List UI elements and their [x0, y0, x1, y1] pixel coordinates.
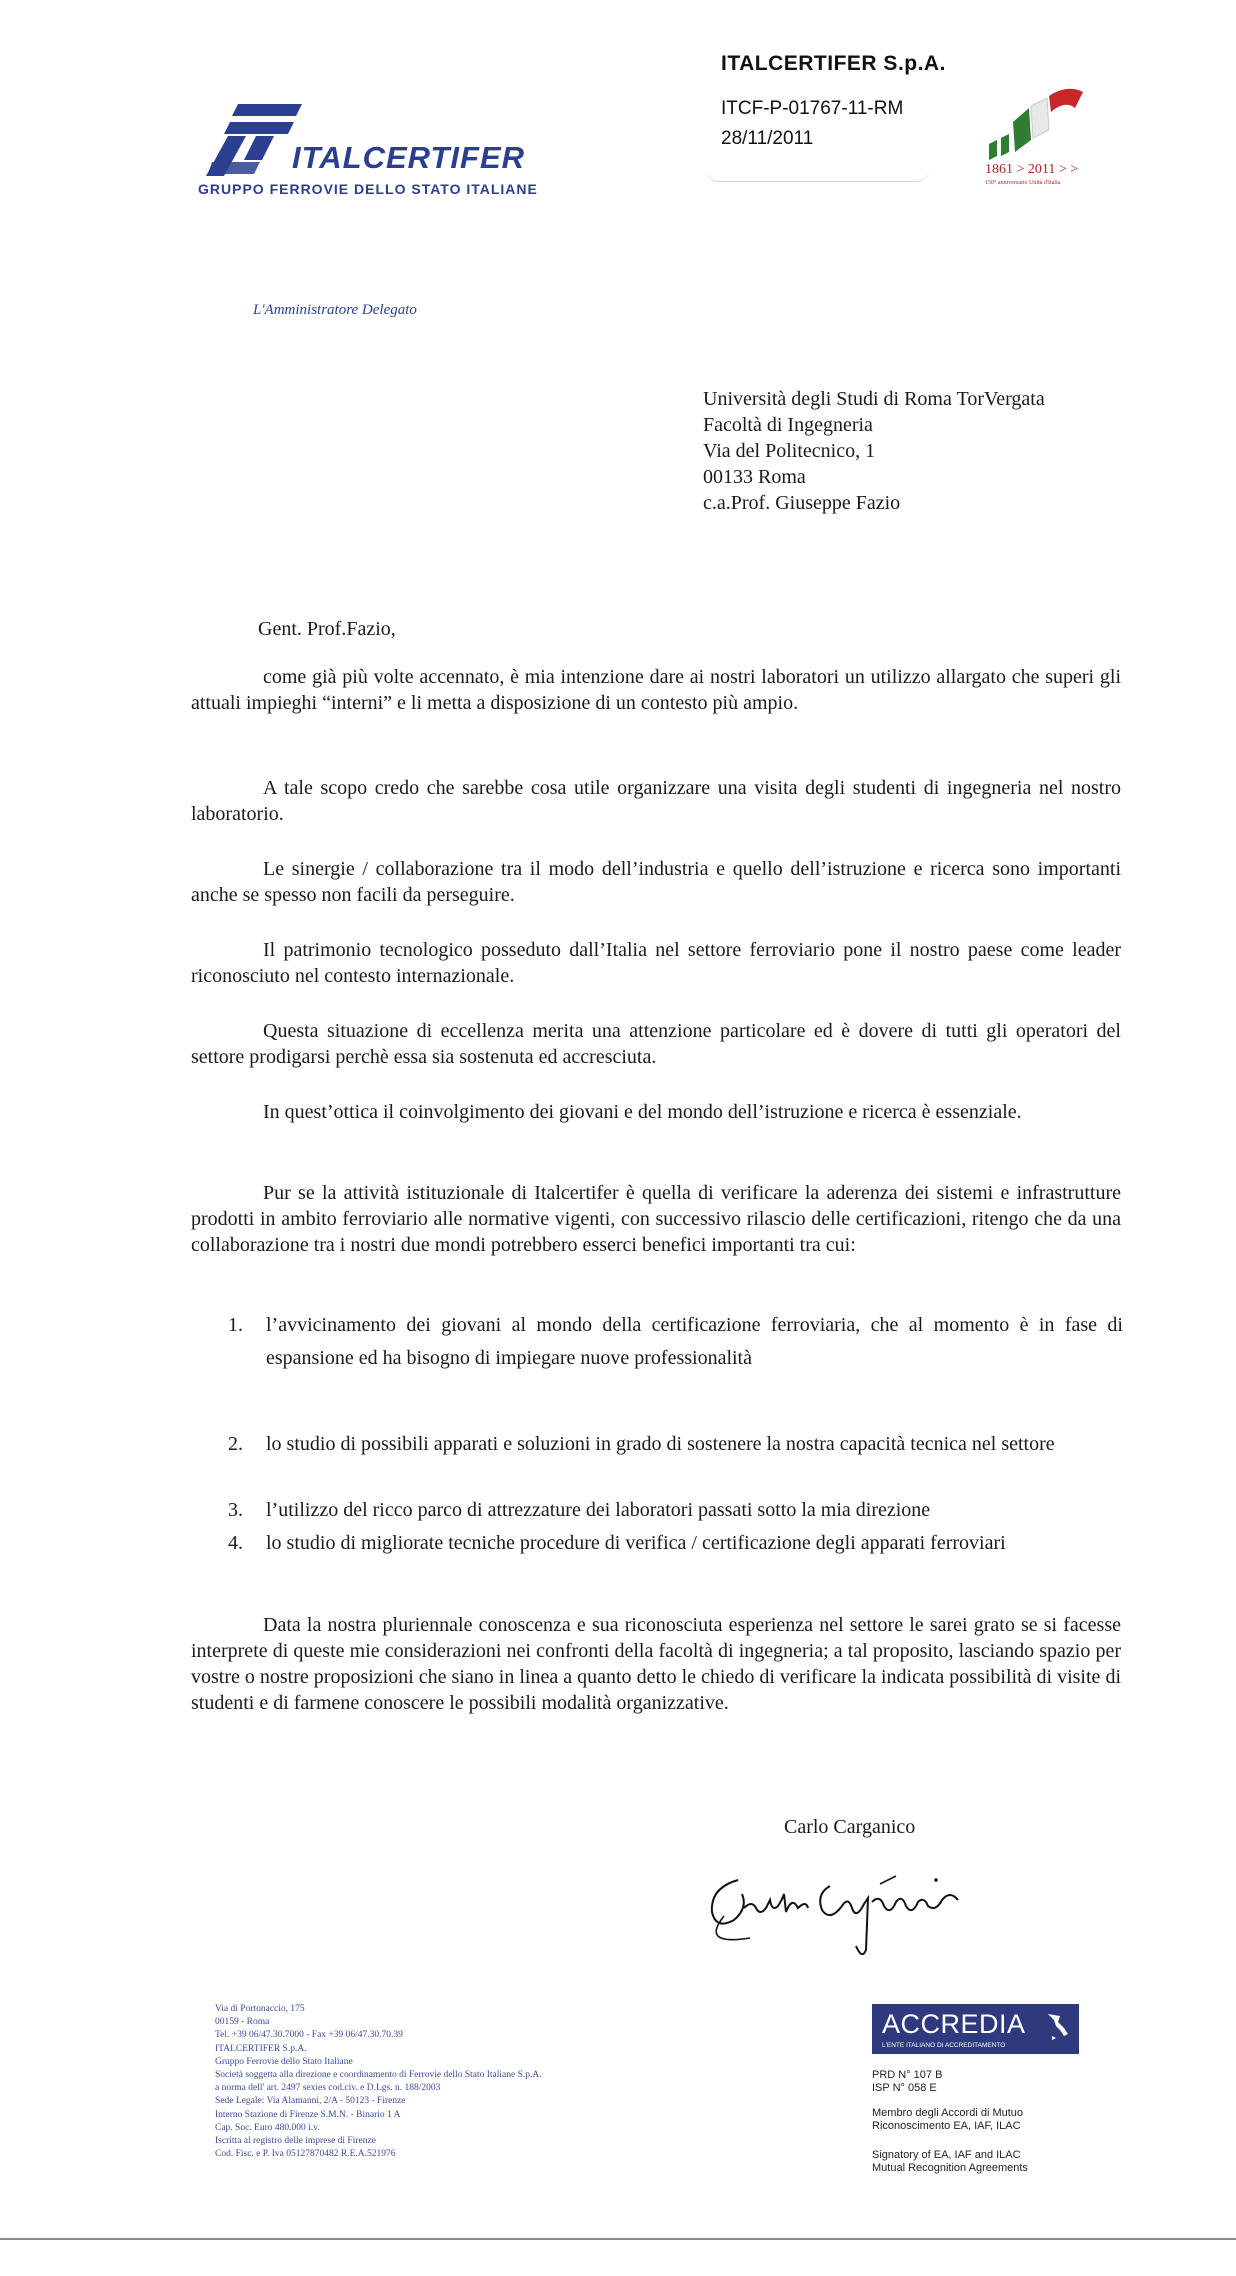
footer-line: Società soggetta alla direzione e coordinamento di Ferrovie dello Stato Italiane S.p.A.: [215, 2070, 542, 2081]
paragraph: [191, 1099, 1121, 1125]
closing-paragraph: [191, 1612, 1121, 1716]
footer-line: Iscritta al registro delle imprese di Firenze: [215, 2136, 376, 2147]
footer-line: a norma dell' art. 2497 sexies cod.civ. e D.Lgs. n. 188/2003: [215, 2083, 441, 2094]
list-item-number: 4.: [228, 1532, 243, 1554]
accredia-member-line: Riconoscimento EA, IAF, ILAC: [872, 2120, 1021, 2132]
footer-line: Tel. +39 06/47.30.7000 - Fax +39 06/47.30.70.39: [215, 2030, 403, 2041]
footer-line: Via di Portonaccio, 175: [215, 2004, 305, 2014]
paragraph: [191, 856, 1121, 908]
list-item-text: lo studio di migliorate tecniche procedure di verifica / certificazione degli apparati ferroviari: [266, 1532, 1006, 1554]
accredia-prd: PRD N° 107 B: [872, 2069, 943, 2081]
anniversary-logo: [975, 82, 1115, 212]
paragraph: [191, 664, 1121, 716]
list-item-number: 1.: [228, 1314, 243, 1336]
paragraph: [191, 1018, 1121, 1070]
addressee-line: Facoltà di Ingegneria: [703, 414, 873, 436]
signer-name: Carlo Carganico: [784, 1816, 916, 1838]
footer-line: Interno Stazione di Firenze S.M.N. - Binario 1 A: [215, 2109, 401, 2120]
accredia-codes: [872, 2069, 942, 2095]
paragraph: [191, 1180, 1121, 1258]
logo-group-name: GRUPPO FERROVIE DELLO STATO ITALIANE: [198, 181, 538, 197]
logo-wordmark: ITALCERTIFER: [292, 140, 526, 175]
list-item-text: l’utilizzo del ricco parco di attrezzature dei laboratori passati sotto la mia direzione: [266, 1499, 931, 1521]
paragraph-text: come già più volte accennato, è mia intenzione dare ai nostri laboratori un utilizzo allargato che superi gli attuali impieghi “interni” e li metta a disposizione di un contesto più ampio.: [191, 666, 1121, 714]
anniversary-caption: 150° anniversario Unità d'Italia: [985, 180, 1061, 186]
accredia-signatory: [872, 2149, 1028, 2175]
flag-icon: [975, 82, 1115, 162]
page-bottom-edge: [0, 2238, 1236, 2240]
anniversary-years: 1861 > 2011 > >: [985, 162, 1079, 177]
addressee-line: Università degli Studi di Roma TorVergata: [703, 388, 1045, 410]
italy-map-icon: [1044, 2012, 1072, 2042]
addressee-line: 00133 Roma: [703, 466, 806, 488]
footer-line: Gruppo Ferrovie dello Stato Italiane: [215, 2056, 353, 2067]
accredia-name: ACCREDIA: [882, 2009, 1026, 2039]
accredia-subtitle: L'ENTE ITALIANO DI ACCREDITAMENTO: [882, 2042, 1006, 2049]
footer-line: Cod. Fisc. e P. Iva 05127870482 R.E.A.521976: [215, 2149, 396, 2160]
sender-role: L'Amministratore Delegato: [253, 302, 417, 318]
handwritten-signature: [690, 1850, 1030, 1965]
stamp-date: 28/11/2011: [721, 128, 814, 149]
stamp-protocol: ITCF-P-01767-11-RM: [721, 98, 904, 119]
footer-line: Sede Legale: Via Alamanni, 2/A - 50123 - Firenze: [215, 2096, 406, 2107]
stamp-company: ITALCERTIFER S.p.A.: [721, 52, 946, 75]
accredia-isp: ISP N° 058 E: [872, 2082, 937, 2094]
protocol-stamp: [705, 52, 946, 184]
addressee-line: Via del Politecnico, 1: [703, 440, 876, 462]
accredia-member-line: Membro degli Accordi di Mutuo: [872, 2107, 1024, 2119]
paragraph-text: Le sinergie / collaborazione tra il modo dell’industria e quello dell’istruzione e ricerca sono importanti anche se spesso non facili da perseguire.: [191, 858, 1121, 906]
footer-line: 00159 - Roma: [215, 2017, 270, 2028]
salutation: Gent. Prof.Fazio,: [258, 618, 396, 640]
list-item-number: 3.: [228, 1499, 243, 1521]
paragraph-text: A tale scopo credo che sarebbe cosa utile organizzare una visita degli studenti di ingegneria nel nostro laboratorio.: [191, 777, 1121, 825]
accredia-logo: [872, 2004, 1079, 2054]
paragraph-text: Il patrimonio tecnologico posseduto dall’Italia nel settore ferroviario pone il nostro paese come leader riconosciuto nel contesto internazionale.: [191, 939, 1121, 987]
paragraph-text: Questa situazione di eccellenza merita una attenzione particolare ed è dovere di tutti gli operatori del settore prodigarsi perchè essa sia sostenuta ed accresciuta.: [191, 1020, 1121, 1068]
accredia-signatory-line: Signatory of EA, IAF and ILAC: [872, 2149, 1021, 2161]
accredia-membership: [872, 2107, 1023, 2133]
addressee-line: c.a.Prof. Giuseppe Fazio: [703, 492, 901, 514]
footer-line: ITALCERTIFER S.p.A.: [215, 2043, 307, 2054]
footer-line: Cap. Soc. Euro 480.000 i.v.: [215, 2122, 320, 2133]
paragraph-text: Pur se la attività istituzionale di Italcertifer è quella di verificare la aderenza dei sistemi e infrastrutture prodotti in ambito ferroviario alle normative vigenti, con successivo rilascio delle certificazioni, ritengo che da una collaborazione tra i nostri due mondi potrebbero esserci benefici importanti tra cui:: [191, 1182, 1121, 1256]
closing-text: Data la nostra pluriennale conoscenza e sua riconosciuta esperienza nel settore le sarei grato se si facesse interprete di queste mie considerazioni nei confronti della facoltà di ingegneria; a tal proposito, lasciando spazio per vostre o nostre proposizioni che siano in linea a quanto detto le chiedo di verificare la indicata possibilità di visite di studenti e di farmene conoscere le possibili modalità organizzative.: [191, 1614, 1121, 1714]
paragraph: [191, 937, 1121, 989]
list-item-number: 2.: [228, 1433, 243, 1455]
accredia-signatory-line: Mutual Recognition Agreements: [872, 2162, 1028, 2174]
paragraph-text: In quest’ottica il coinvolgimento dei giovani e del mondo dell’istruzione e ricerca è essenziale.: [263, 1101, 1022, 1123]
footer-address: [215, 2003, 695, 2161]
addressee-block: [703, 386, 1045, 516]
list-item-text: l’avvicinamento dei giovani al mondo della certificazione ferroviaria, che al momento è in fase di espansione ed ha bisogno di impiegare nuove professionalità: [266, 1314, 1123, 1369]
list-item-text: lo studio di possibili apparati e soluzioni in grado di sostenere la nostra capacità tecnica nel settore: [266, 1433, 1055, 1455]
paragraph: [191, 775, 1121, 827]
